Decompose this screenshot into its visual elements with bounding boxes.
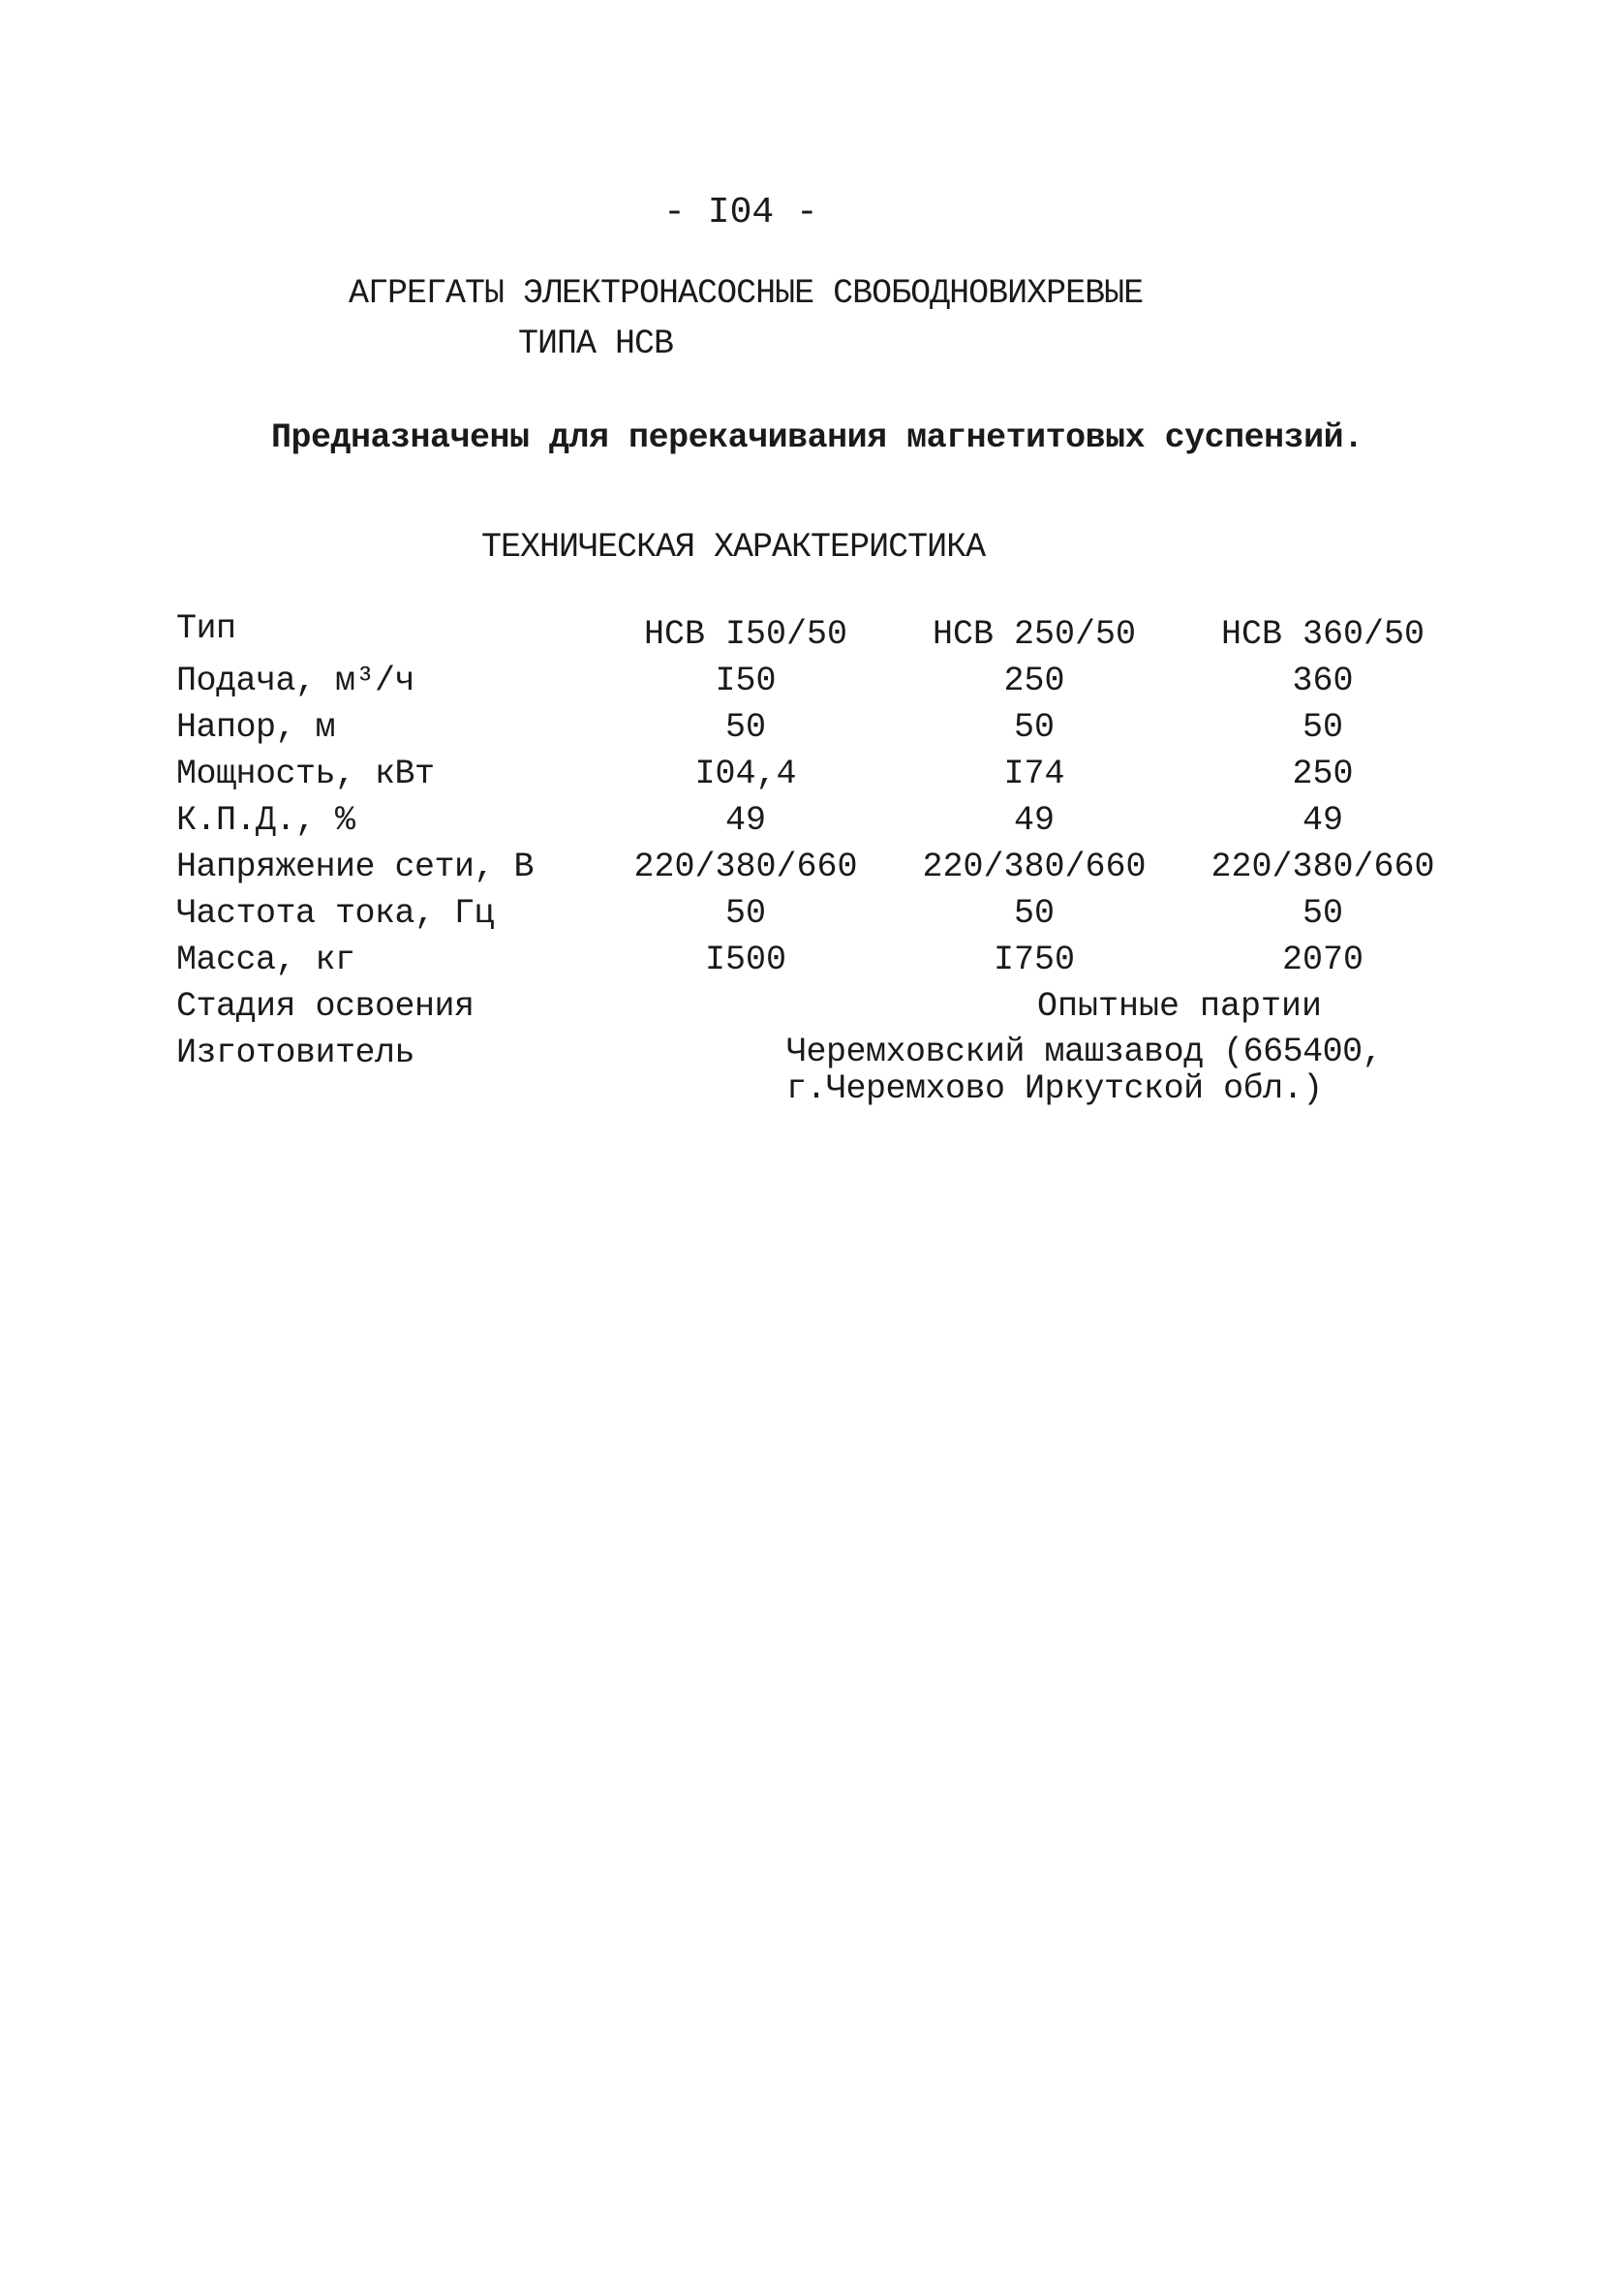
table-cell: 50	[724, 708, 766, 747]
table-cell: 250	[1292, 755, 1354, 793]
document-title-line-1: АГРЕГАТЫ ЭЛЕКТРОНАСОСНЫЕ СВОБОДНОВИХРЕВЫЕ	[349, 274, 1144, 313]
row-label: Частота тока, Гц	[176, 894, 495, 933]
table-row-manufacturer	[174, 1033, 1472, 1108]
manufacturer-line-2: г.Черемхово Иркутской обл.)	[786, 1069, 1323, 1108]
model-name: НСВ 360/50	[1220, 615, 1425, 654]
page-number: - I04 -	[663, 192, 818, 233]
table-row	[174, 848, 1472, 894]
document-title-line-2: ТИПА НСВ	[518, 325, 674, 363]
purpose-statement: Предназначены для перекачивания магнетитовых суспензий.	[271, 418, 1364, 457]
table-row	[174, 708, 1472, 755]
stage-value: Опытные партии	[1036, 987, 1323, 1026]
table-cell: 50	[724, 894, 766, 933]
table-cell: I04,4	[694, 755, 797, 793]
table-cell: 2070	[1281, 941, 1364, 979]
row-label: Подача, м³/ч	[176, 662, 415, 700]
table-cell: I750	[993, 941, 1075, 979]
table-cell: 360	[1292, 662, 1354, 700]
manufacturer-line-1: Черемховский машзавод (665400,	[786, 1033, 1383, 1071]
table-cell: 49	[724, 801, 766, 840]
model-name: НСВ 250/50	[932, 615, 1137, 654]
spec-table	[174, 609, 1472, 1108]
table-cell: 50	[1013, 708, 1055, 747]
manufacturer-value	[786, 1034, 1382, 1107]
row-label: Стадия освоения	[176, 987, 475, 1026]
table-cell: 250	[1003, 662, 1065, 700]
table-cell: 220/380/660	[633, 848, 858, 886]
row-label: Мощность, кВт	[176, 755, 435, 793]
table-cell: 50	[1302, 894, 1343, 933]
model-name: НСВ I50/50	[643, 615, 848, 654]
table-cell: I74	[1003, 755, 1065, 793]
table-row	[174, 941, 1472, 987]
table-cell: 220/380/660	[922, 848, 1147, 886]
table-cell: I50	[715, 662, 777, 700]
table-row	[174, 801, 1472, 848]
spec-heading: ТЕХНИЧЕСКАЯ ХАРАКТЕРИСТИКА	[481, 528, 986, 567]
table-cell: 220/380/660	[1210, 848, 1435, 886]
row-label: Тип	[176, 609, 236, 648]
table-row	[174, 662, 1472, 708]
table-cell: 50	[1013, 894, 1055, 933]
row-label: Масса, кг	[176, 941, 355, 979]
row-label: Изготовитель	[176, 1034, 415, 1072]
table-cell: 49	[1302, 801, 1343, 840]
table-cell: 50	[1302, 708, 1343, 747]
table-row-stage	[174, 987, 1472, 1034]
table-header-row	[174, 609, 1472, 662]
table-cell: I500	[704, 941, 786, 979]
table-row	[174, 755, 1472, 801]
row-label: Напор, м	[176, 708, 336, 747]
table-row	[174, 894, 1472, 941]
row-label: К.П.Д., %	[176, 801, 355, 840]
row-label: Напряжение сети, В	[176, 848, 535, 886]
table-cell: 49	[1013, 801, 1055, 840]
